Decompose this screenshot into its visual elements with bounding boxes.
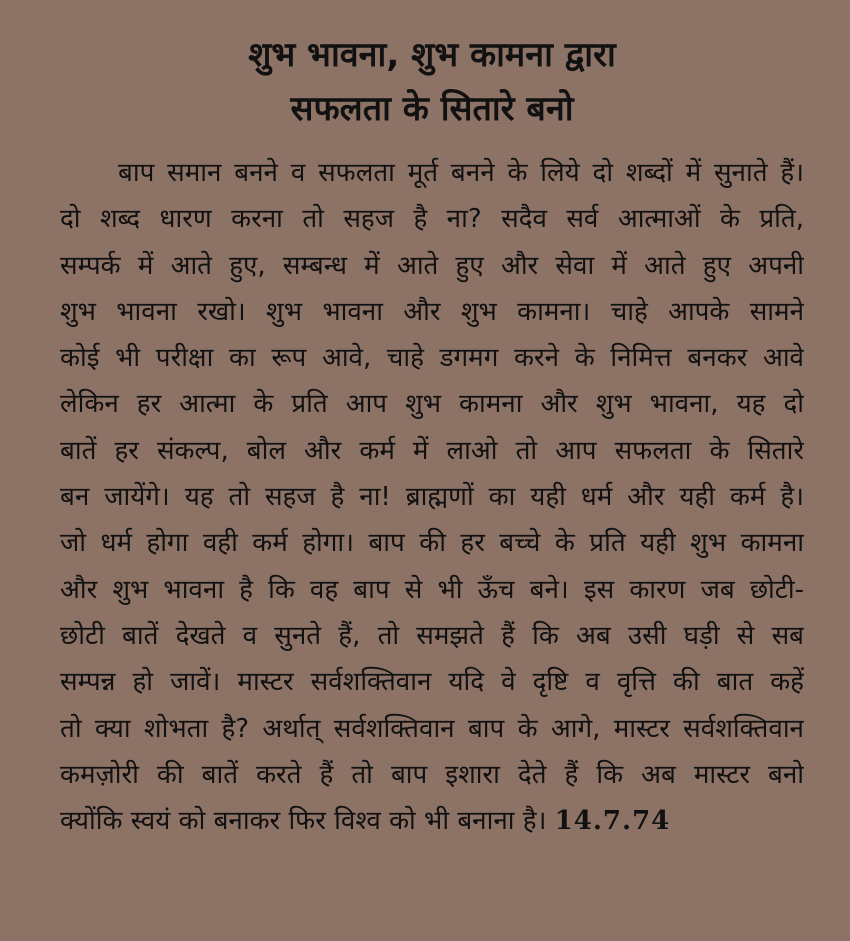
- body-paragraph: [60, 150, 804, 844]
- text-line: जो धर्म होगा वही कर्म होगा। बाप की हर बच्चे के प्रति यही शुभ कामना: [60, 528, 804, 559]
- text-line: बाप समान बनने व सफलता मूर्त बनने के लिये दो शब्दों में सुनाते हैं।: [118, 158, 804, 188]
- text-line: बन जायेंगे। यह तो सहज है ना! ब्राह्मणों का यही धर्म और यही कर्म है।: [60, 482, 804, 513]
- title-line-1: शुभ भावना, शुभ कामना द्वारा: [248, 35, 616, 75]
- text-line: कोई भी परीक्षा का रूप आवे, चाहे डगमग करने के निमित्त बनकर आवे: [60, 343, 804, 374]
- text-line: तो क्या शोभता है? अर्थात् सर्वशक्तिवान बाप के आगे, मास्टर सर्वशक्तिवान: [60, 713, 804, 744]
- date-label: 14.7.74: [554, 806, 671, 837]
- text-line: सम्पर्क में आते हुए, सम्बन्ध में आते हुए और सेवा में आते हुए अपनी: [60, 250, 804, 281]
- text-line: शुभ भावना रखो। शुभ भावना और शुभ कामना। चाहे आपके सामने: [60, 296, 804, 327]
- text-line-last-content: क्योंकि स्वयं को बनाकर फिर विश्व को भी बनाना है।: [60, 806, 547, 837]
- text-line: लेकिन हर आत्मा के प्रति आप शुभ कामना और शुभ भावना, यह दो: [60, 389, 804, 420]
- text-line: दो शब्द धारण करना तो सहज है ना? सदैव सर्व आत्माओं के प्रति,: [60, 204, 804, 235]
- text-line: बातें हर संकल्प, बोल और कर्म में लाओ तो आप सफलता के सितारे: [60, 435, 804, 466]
- text-line: कमज़ोरी की बातें करते हैं तो बाप इशारा देते हैं कि अब मास्टर बनो: [60, 759, 804, 790]
- text-line-last: [60, 798, 804, 844]
- text-line: छोटी बातें देखते व सुनते हैं, तो समझते हैं कि अब उसी घड़ी से सब: [60, 620, 804, 651]
- title-line-2: सफलता के सितारे बनो: [290, 89, 574, 129]
- page-title: [60, 28, 804, 136]
- text-line: और शुभ भावना है कि वह बाप से भी ऊँच बने। इस कारण जब छोटी-: [60, 574, 804, 605]
- text-line: सम्पन्न हो जावें। मास्टर सर्वशक्तिवान यदि वे दृष्टि व वृत्ति की बात कहें: [60, 667, 804, 698]
